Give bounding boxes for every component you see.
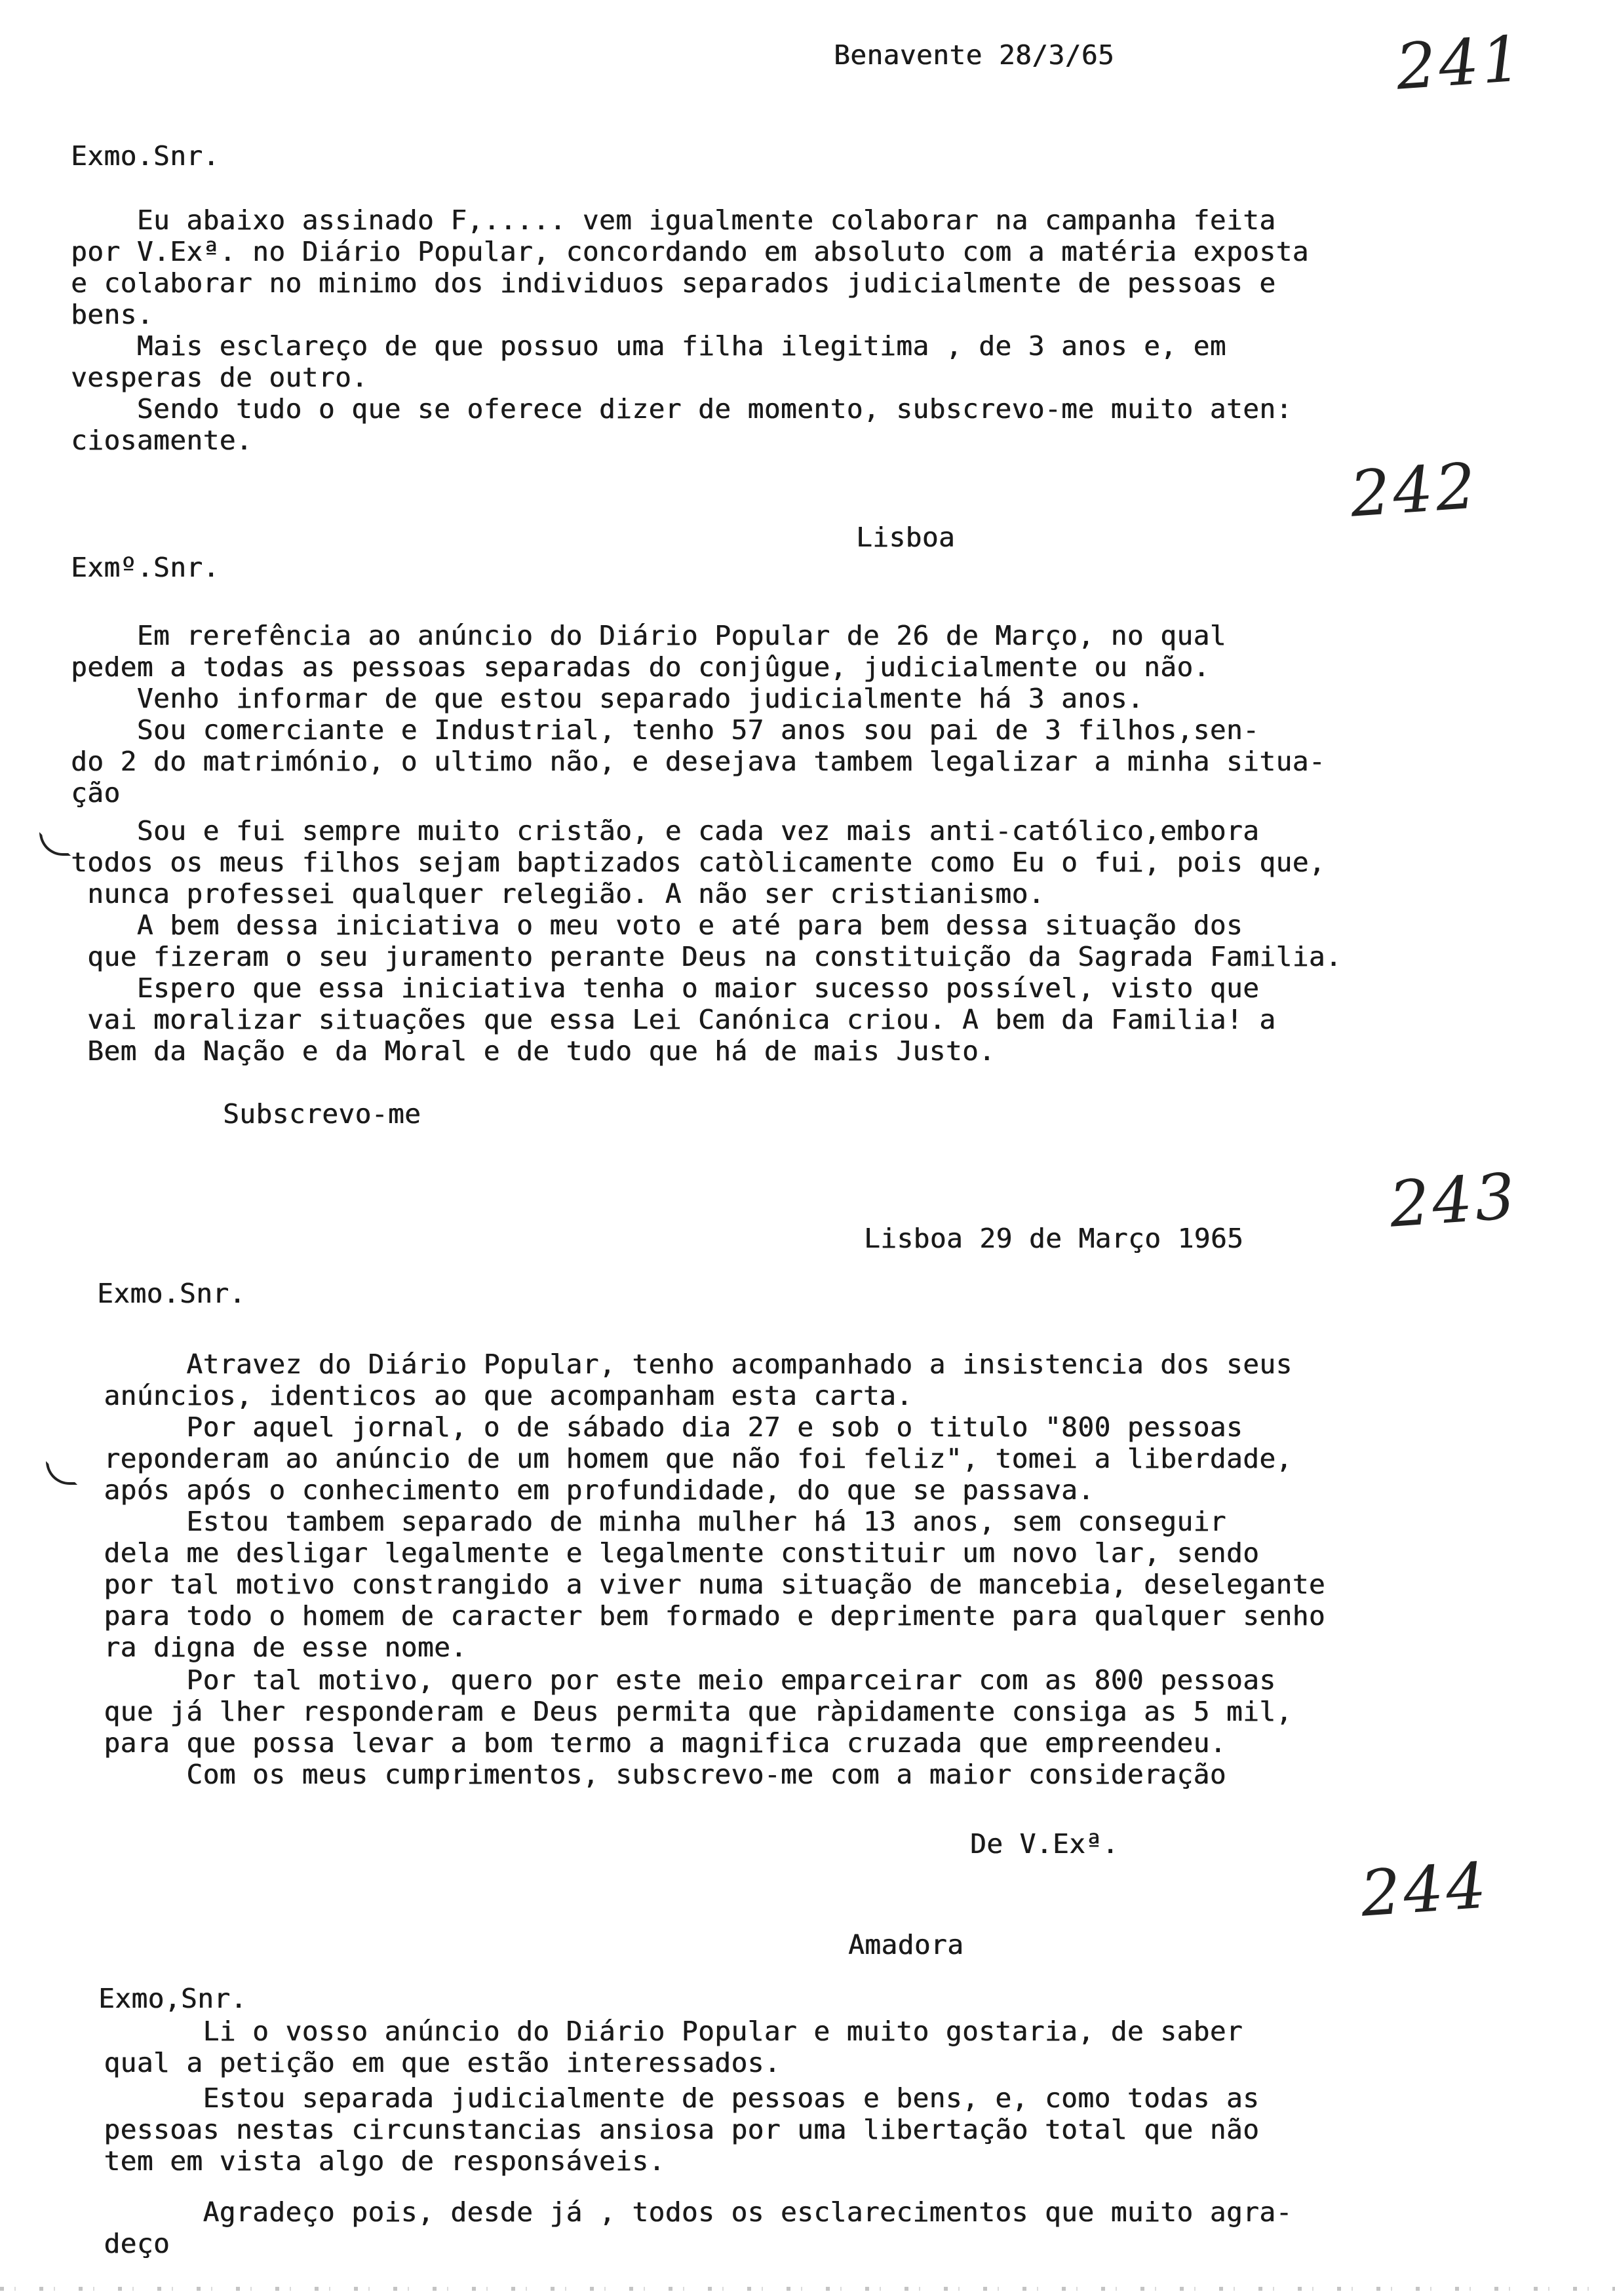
letter-242-handwritten-number: 242: [1348, 449, 1481, 531]
letter-243-closing: De V.Exª.: [970, 1828, 1119, 1860]
letter-242-closing: Subscrevo-me: [223, 1098, 421, 1130]
letter-241-place-date: Benavente 28/3/65: [834, 39, 1115, 71]
letter-242-place-date: Lisboa: [856, 522, 956, 553]
body-line: bens.: [71, 299, 153, 330]
body-line: Bem da Nação e da Moral e de tudo que há de mais Justo.: [71, 1035, 996, 1067]
body-line: ciosamente.: [71, 425, 253, 456]
body-line: e colaborar no minimo dos individuos separados judicialmente de pessoas e: [71, 267, 1276, 299]
body-line: dela me desligar legalmente e legalmente constituir um novo lar, sendo: [71, 1537, 1260, 1569]
body-line: ção: [71, 777, 121, 809]
letter-243-place-date: Lisboa 29 de Março 1965: [864, 1223, 1244, 1254]
body-line: anúncios, identicos ao que acompanham esta carta.: [71, 1380, 913, 1411]
body-line: Sou comerciante e Industrial, tenho 57 anos sou pai de 3 filhos,sen-: [71, 714, 1260, 746]
body-line: ra digna de esse nome.: [71, 1632, 467, 1663]
body-line: Espero que essa iniciativa tenha o maior sucesso possível, visto que: [71, 972, 1260, 1004]
body-line: vai moralizar situações que essa Lei Canónica criou. A bem da Familia! a: [71, 1004, 1276, 1035]
body-line: pedem a todas as pessoas separadas do conjûgue, judicialmente ou não.: [71, 651, 1210, 683]
body-line: Sou e fui sempre muito cristão, e cada vez mais anti-católico,embora: [71, 815, 1260, 847]
body-line: qual a petição em que estão interessados.: [71, 2047, 781, 2078]
body-line: do 2 do matrimónio, o ultimo não, e desejava tambem legalizar a minha situa-: [71, 746, 1325, 777]
body-line: deço: [71, 2228, 170, 2259]
body-line: Atravez do Diário Popular, tenho acompanhado a insistencia dos seus: [71, 1349, 1293, 1380]
body-line: Agradeço pois, desde já , todos os esclarecimentos que muito agra-: [71, 2196, 1293, 2228]
body-line: por tal motivo constrangido a viver numa situação de mancebia, deselegante: [71, 1569, 1325, 1600]
body-line: Mais esclareço de que possuo uma filha ilegitima , de 3 anos e, em: [71, 330, 1226, 362]
body-line: Sendo tudo o que se oferece dizer de momento, subscrevo-me muito aten:: [71, 393, 1293, 425]
body-line: que já lher responderam e Deus permita que ràpidamente consiga as 5 mil,: [71, 1696, 1293, 1727]
letter-244-salutation: Exmo,Snr.: [98, 1983, 247, 2014]
body-line: Com os meus cumprimentos, subscrevo-me com a maior consideração: [71, 1759, 1226, 1790]
letter-243-handwritten-number: 243: [1387, 1159, 1520, 1242]
body-line: A bem dessa iniciativa o meu voto e até para bem dessa situação dos: [71, 909, 1243, 941]
margin-mark: [46, 1461, 77, 1485]
body-line: para que possa levar a bom termo a magnifica cruzada que empreendeu.: [71, 1727, 1226, 1759]
body-line: Eu abaixo assinado F,..... vem igualmente colaborar na campanha feita: [71, 204, 1276, 236]
body-line: após após o conhecimento em profundidade, do que se passava.: [71, 1474, 1095, 1506]
letter-244-handwritten-number: 244: [1358, 1848, 1491, 1931]
body-line: Estou separada judicialmente de pessoas e bens, e, como todas as: [71, 2082, 1260, 2114]
body-line: para todo o homem de caracter bem formado e deprimente para qualquer senho: [71, 1600, 1325, 1632]
margin-mark: [39, 832, 71, 856]
body-line: Por aquel jornal, o de sábado dia 27 e sob o titulo "800 pessoas: [71, 1411, 1243, 1443]
body-line: vesperas de outro.: [71, 362, 368, 393]
body-line: Estou tambem separado de minha mulher há 13 anos, sem conseguir: [71, 1506, 1226, 1537]
body-line: tem em vista algo de responsáveis.: [71, 2145, 665, 2177]
body-line: Li o vosso anúncio do Diário Popular e muito gostaria, de saber: [71, 2016, 1243, 2047]
body-line: nunca professei qualquer relegião. A não ser cristianismo.: [71, 878, 1045, 909]
body-line: que fizeram o seu juramento perante Deus na constituição da Sagrada Familia.: [71, 941, 1342, 972]
body-line: Em rerefência ao anúncio do Diário Popular de 26 de Março, no qual: [71, 620, 1226, 651]
body-line: Por tal motivo, quero por este meio emparceirar com as 800 pessoas: [71, 1664, 1276, 1696]
scan-edge-noise: [0, 2287, 1615, 2291]
letter-241-handwritten-number: 241: [1393, 22, 1527, 104]
body-line: por V.Exª. no Diário Popular, concordando em absoluto com a matéria exposta: [71, 236, 1309, 267]
body-line: reponderam ao anúncio de um homem que não foi feliz", tomei a liberdade,: [71, 1443, 1293, 1474]
letter-243-salutation: Exmo.Snr.: [97, 1278, 246, 1309]
body-line: Venho informar de que estou separado judicialmente há 3 anos.: [71, 683, 1144, 714]
letter-241-salutation: Exmo.Snr.: [71, 140, 220, 172]
body-line: todos os meus filhos sejam baptizados catòlicamente como Eu o fui, pois que,: [71, 847, 1325, 878]
body-line: pessoas nestas circunstancias ansiosa por uma libertação total que não: [71, 2114, 1260, 2145]
letter-244-place-date: Amadora: [848, 1929, 964, 1961]
letter-242-salutation: Exmº.Snr.: [71, 552, 220, 583]
